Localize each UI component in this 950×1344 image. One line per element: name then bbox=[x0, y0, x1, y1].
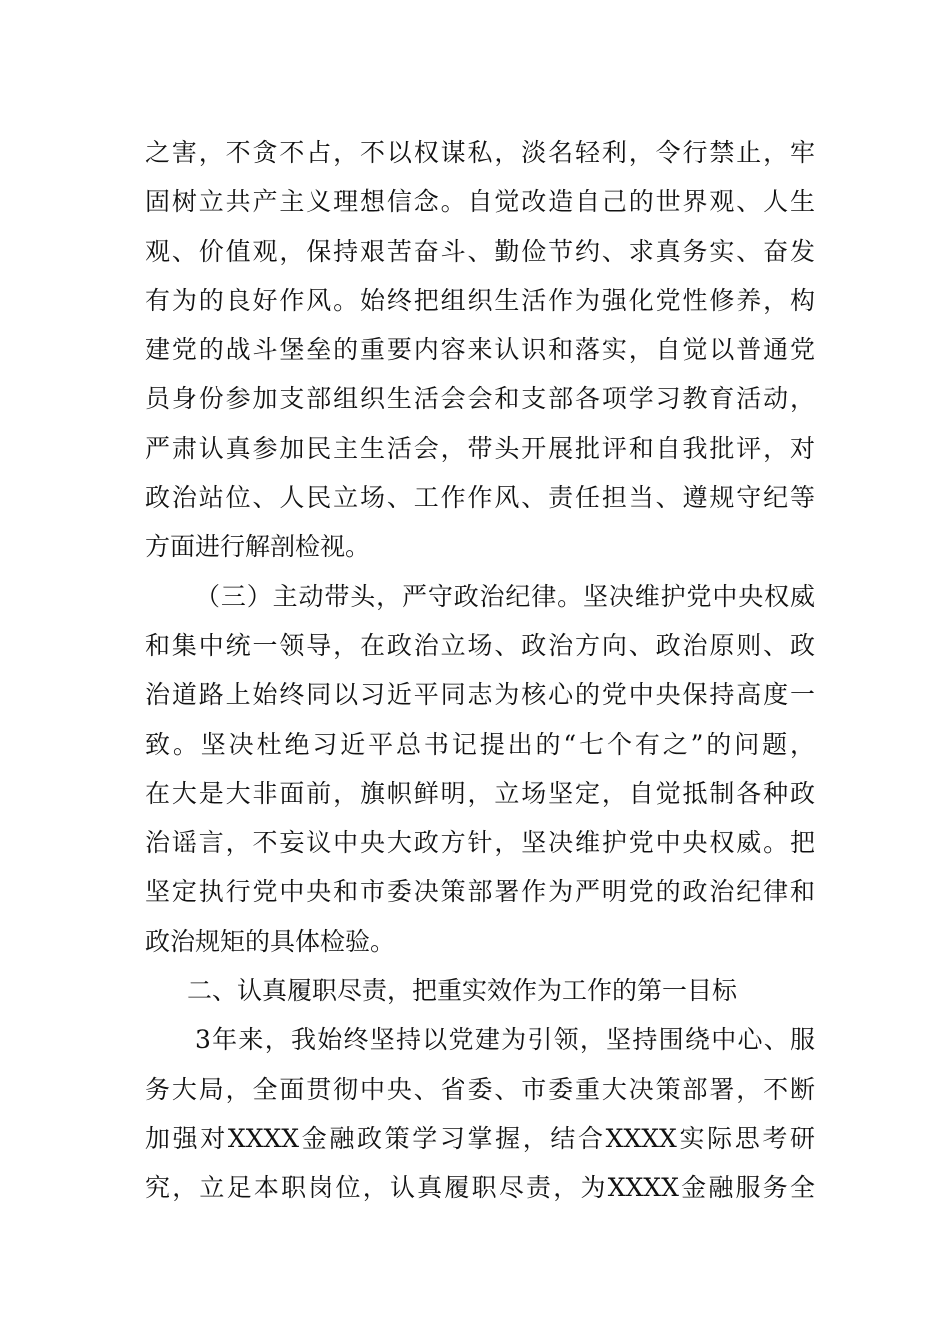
text-line: 建党的战斗堡垒的重要内容来认识和落实，自觉以普通党 bbox=[145, 335, 815, 365]
text-line: 致。坚决杜绝习近平总书记提出的“七个有之”的问题， bbox=[145, 729, 815, 759]
text-line: 究，立足本职岗位，认真履职尽责，为XXXX金融服务全 bbox=[145, 1173, 815, 1203]
text-line: 和集中统一领导，在政治立场、政治方向、政治原则、政 bbox=[145, 630, 815, 660]
text-line: 在大是大非面前，旗帜鲜明，立场坚定，自觉抵制各种政 bbox=[145, 778, 815, 808]
text-line: 政治规矩的具体检验。 bbox=[145, 926, 396, 956]
text-line: 员身份参加支部组织生活会会和支部各项学习教育活动， bbox=[145, 384, 815, 414]
text-line: 方面进行解剖检视。 bbox=[145, 532, 371, 562]
text-line: 加强对XXXX金融政策学习掌握，结合XXXX实际思考研 bbox=[145, 1123, 815, 1153]
text-line: 观、价值观，保持艰苦奋斗、勤俭节约、求真务实、奋发 bbox=[145, 236, 815, 266]
text-line: 有为的良好作风。始终把组织生活作为强化党性修养，构 bbox=[145, 285, 815, 315]
text-line: 严肃认真参加民主生活会，带头开展批评和自我批评，对 bbox=[145, 433, 815, 463]
section-heading: 二、认真履职尽责，把重实效作为工作的第一目标 bbox=[187, 976, 738, 1006]
text-line: 固树立共产主义理想信念。自觉改造自己的世界观、人生 bbox=[145, 187, 815, 217]
text-line: 之害，不贪不占，不以权谋私，淡名轻利，令行禁止，牢 bbox=[145, 138, 815, 167]
text-line: 3年来，我始终坚持以党建为引领，坚持围绕中心、服 bbox=[195, 1025, 815, 1055]
document-body bbox=[145, 128, 815, 1213]
text-line: 政治站位、人民立场、工作作风、责任担当、遵规守纪等 bbox=[145, 483, 815, 513]
paragraph-heading-line: （三）主动带头，严守政治纪律。坚决维护党中央权威 bbox=[195, 581, 815, 611]
text-line: 治道路上始终同以习近平同志为核心的党中央保持高度一 bbox=[145, 680, 815, 710]
text-line: 务大局，全面贯彻中央、省委、市委重大决策部署，不断 bbox=[145, 1074, 815, 1104]
text-line: 坚定执行党中央和市委决策部署作为严明党的政治纪律和 bbox=[145, 877, 815, 907]
text-line: 治谣言，不妄议中央大政方针，坚决维护党中央权威。把 bbox=[145, 828, 815, 858]
